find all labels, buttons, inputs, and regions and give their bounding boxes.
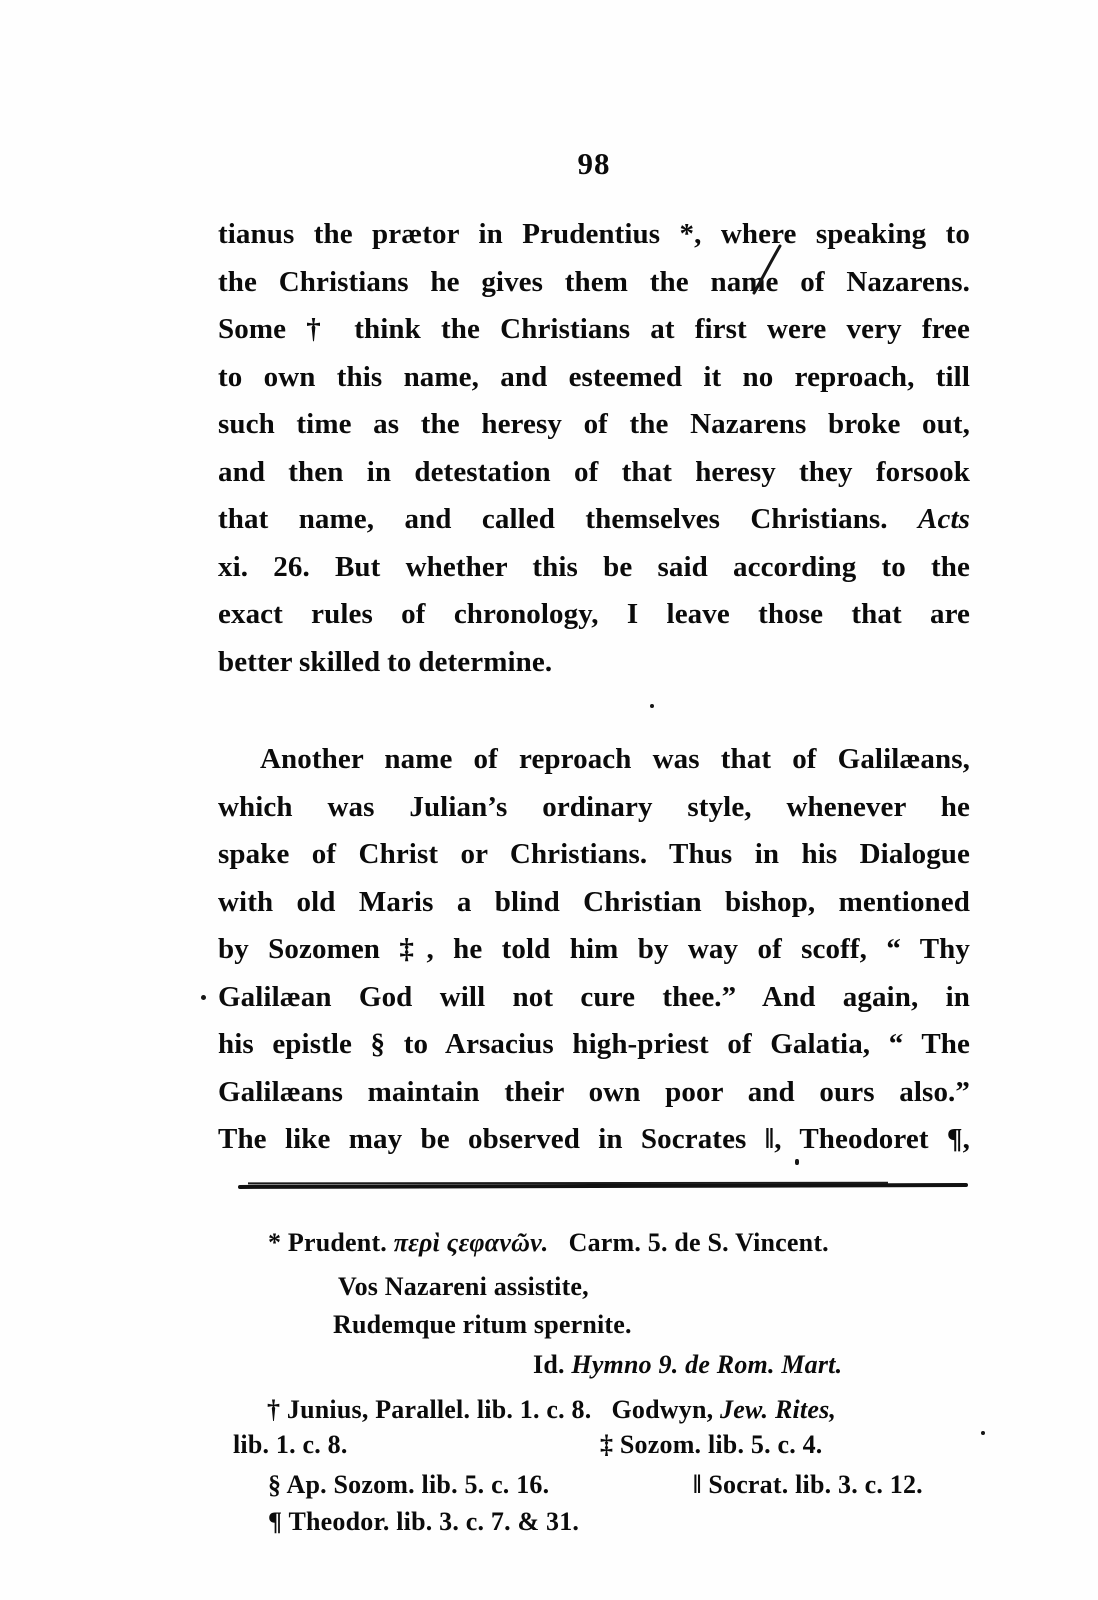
- footnote-continuation-row: [233, 1428, 993, 1462]
- text-line: which was Julian’s ordinary style, whenever he: [218, 790, 970, 823]
- page-number: 98: [577, 146, 611, 181]
- text-line: [218, 496, 970, 544]
- text-line: such time as the heresy of the Nazarens broke out,: [218, 408, 970, 440]
- footnote-junius: [267, 1393, 1027, 1427]
- footnote-verse-attribution: [533, 1348, 1098, 1382]
- footnotes-block: [218, 1226, 988, 1556]
- text-line: The like may be observed in Socrates ‖, Theodoret ¶,: [218, 1123, 970, 1155]
- text-run: that name, and called themselves Christians.: [218, 503, 919, 535]
- italic-citation: Jew. Rites,: [720, 1395, 837, 1424]
- footnote-row: [268, 1468, 1028, 1502]
- text-line: better skilled to determine.: [218, 645, 553, 678]
- footnote-prudentius: [268, 1226, 1028, 1260]
- text-line: Galilæans maintain their own poor and ours also.”: [218, 1075, 970, 1108]
- text-run: Carm. 5. de S. Vincent.: [548, 1228, 829, 1257]
- paragraph-2: [218, 736, 970, 1164]
- text-run: Id.: [533, 1350, 572, 1379]
- footnote-arsacius: § Ap. Sozom. lib. 5. c. 16.: [268, 1470, 550, 1499]
- text-line: the Christians he gives them the name of Nazarens.: [218, 265, 970, 298]
- text-line: his epistle § to Arsacius high-priest of Galatia, “ The: [218, 1028, 970, 1060]
- text-line: with old Maris a blind Christian bishop, mentioned: [218, 885, 970, 918]
- text-line: xi. 26. But whether this be said according to the: [218, 550, 970, 583]
- text-line: by Sozomen ‡, he told him by way of scoff, “ Thy: [218, 933, 970, 965]
- text-run: * Prudent.: [268, 1228, 394, 1257]
- footnote-verse-line: Vos Nazareni assistite,: [338, 1272, 589, 1301]
- text-line: spake of Christ or Christians. Thus in his Dialogue: [218, 838, 970, 870]
- footnote-sozomen: ‡ Sozom. lib. 5. c. 4.: [600, 1430, 823, 1459]
- footnote-theodoret: ¶ Theodor. lib. 3. c. 7. & 31.: [268, 1507, 580, 1536]
- body-text: [218, 211, 970, 1164]
- text-line: exact rules of chronology, I leave those that are: [218, 598, 970, 630]
- footnote-socrates: ‖ Socrat. lib. 3. c. 12.: [693, 1470, 923, 1499]
- ink-speck: [650, 704, 654, 708]
- text-line: Another name of reproach was that of Galilæans,: [260, 743, 970, 775]
- greek-title: περὶ ςεφανῶν.: [393, 1228, 549, 1257]
- ink-speck: [795, 1159, 799, 1165]
- italic-citation: Acts: [918, 503, 970, 535]
- text-line: to own this name, and esteemed it no reproach, till: [218, 360, 970, 393]
- footnote-divider-rule: [238, 1183, 968, 1189]
- italic-citation: Hymno 9. de Rom. Mart.: [571, 1350, 843, 1379]
- text-run: lib. 1. c. 8.: [233, 1430, 348, 1459]
- ink-speck: [201, 995, 206, 1000]
- paragraph-1: [218, 211, 970, 686]
- ink-speck: [981, 1431, 985, 1435]
- text-line: and then in detestation of that heresy they forsook: [218, 455, 970, 488]
- footnote-verse-line: Rudemque ritum spernite.: [333, 1310, 632, 1339]
- text-line: Galilæan God will not cure thee.” And again, in: [218, 980, 970, 1013]
- text-line: Some † think the Christians at first were very free: [218, 313, 970, 345]
- text-run: † Junius, Parallel. lib. 1. c. 8. Godwyn,: [267, 1395, 721, 1424]
- text-line: tianus the prætor in Prudentius *, where speaking to: [218, 218, 970, 250]
